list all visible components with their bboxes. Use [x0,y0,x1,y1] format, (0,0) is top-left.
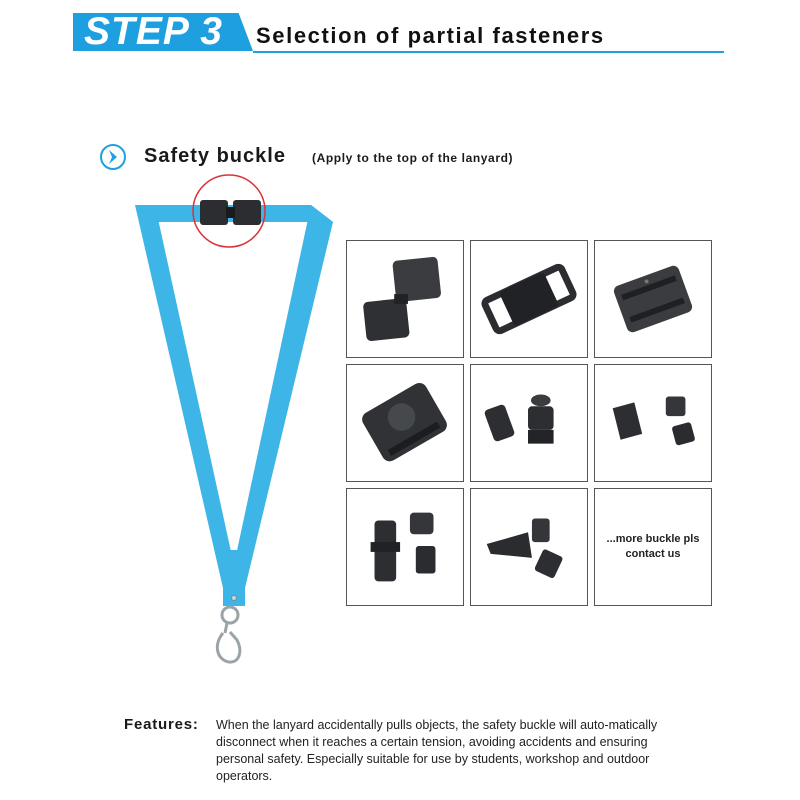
rivet [232,596,237,601]
page-title: Selection of partial fasteners [256,23,605,48]
chevron-right-circle-icon [99,143,127,171]
lanyard-strap-left [135,205,239,588]
gallery-item-square-breakaway-buckle [346,240,464,358]
section-title: Safety buckle [144,145,286,167]
gallery-item-flat-breakaway-clip [594,240,712,358]
step-label: STEP 3 [84,10,223,53]
more-buckles-line1: ...more buckle pls [606,533,700,545]
gallery-item-round-button-buckle [346,364,464,482]
gallery-item-barrel-connector [470,364,588,482]
gallery-item-bullet-connector [470,488,588,606]
features-text: When the lanyard accidentally pulls objects, the safety buckle will auto-matically disconnect when it reaches a certain tension, avoiding accidents and ensuring personal safety. Especially suitable for use by students, workshop and outdoor operators. [216,718,658,783]
section-subtitle: (Apply to the top of the lanyard) [312,151,514,165]
features-label: Features: [124,716,199,733]
gallery-item-cylinder-connector [346,488,464,606]
header-divider [253,51,724,53]
gallery-item-side-release-buckle [470,240,588,358]
more-buckles-note [594,488,712,606]
gallery-item-cone-connector [594,364,712,482]
more-buckles-line2: contact us [625,548,681,560]
lanyard-strap-right [229,205,333,588]
lanyard-illustration [125,170,345,670]
swivel-hook [217,607,239,662]
